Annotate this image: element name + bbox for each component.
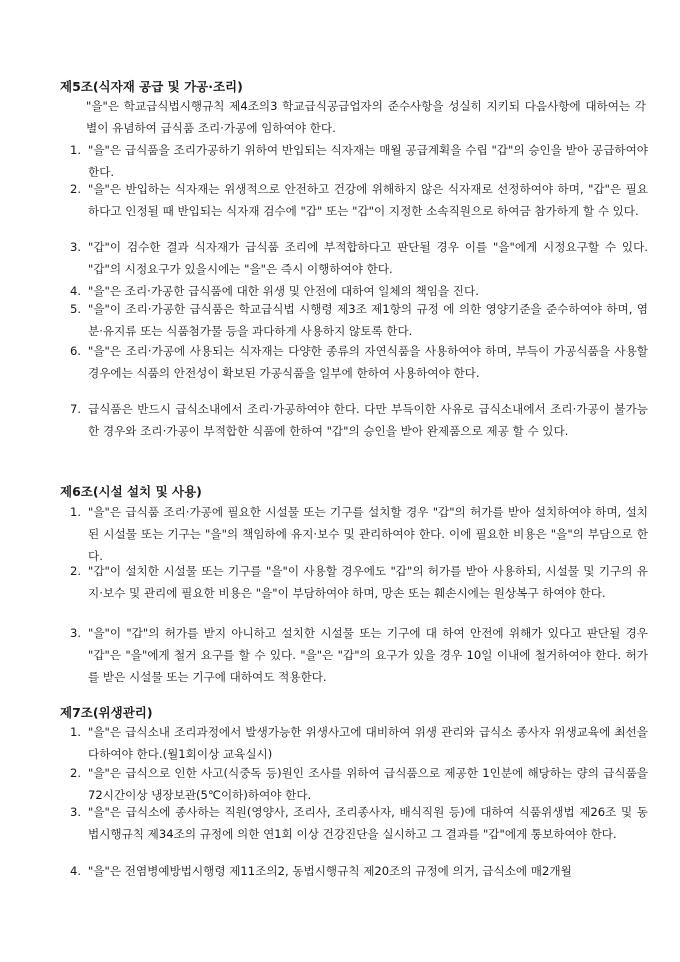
item-text: "을"은 급식으로 인한 사고(식중독 등)원인 조사를 위하여 급식품으로 제공한 1인분에 해당하는 량의 급식품을 72시간이상 냉장보관(5℃이하)하여야 한다. (88, 766, 648, 802)
item-number: 3. (70, 626, 82, 640)
item-text: "을"은 급식품을 조리가공하기 위하여 반입되는 식자재는 매월 공급계획을 수립 "갑"의 승인을 받아 공급하여야 한다. (88, 143, 648, 179)
item-text: "을"이 "갑"의 허가를 받지 아니하고 설치한 시설물 또는 기구에 대 하여 안전에 위해가 있다고 판단될 경우 "갑"은 "을"에게 철거 요구를 할 수 있다. "을"은 "갑"의 요구가 있을 경우 10일 이내에 철거하여야 한다. 허가를 받은 시설물 또는 기구에 대하여도 적용한다. (88, 626, 648, 684)
item-number: 2. (70, 564, 82, 578)
article-5-title: 제5조(식자재 공급 및 가공·조리) (60, 79, 243, 94)
article-7-title: 제7조(위생관리) (60, 705, 153, 720)
item-number: 1. (70, 143, 82, 157)
article-5-intro: "을"은 학교급식법시행규칙 제4조의3 학교급식공급업자의 준수사항을 성실히 지키되 다음사항에 대하여는 각별이 유념하여 급식품 조리·가공에 임하여야 한다. (86, 99, 646, 135)
item-text: "을"은 급식소내 조리과정에서 발생가능한 위생사고에 대비하여 위생 관리와 급식소 종사자 위생교육에 최선을 다하여야 한다.(월1회이상 교육실시) (88, 725, 648, 761)
item-number: 4. (70, 864, 82, 878)
item-number: 3. (70, 240, 82, 254)
item-text: "을"이 조리·가공한 급식품은 학교급식법 시행령 제3조 제1항의 규정 에 의한 영양기준을 준수하여야 하며, 염분·유지류 또는 식품첨가물 등을 과다하게 사용하지 않토록 한다. (88, 302, 648, 338)
article-6-title: 제6조(시설 설치 및 사용) (60, 484, 202, 499)
item-number: 2. (70, 182, 82, 196)
item-text: 급식품은 반드시 급식소내에서 조리·가공하여야 한다. 다만 부득이한 사유로 급식소내에서 조리·가공이 불가능한 경우와 조리·가공이 부적합한 식품에 한하여 "갑"의 승인을 받아 완제품으로 제공 할 수 있다. (88, 402, 648, 438)
item-text: "갑"이 설치한 시설물 또는 기구를 "을"이 사용할 경우에도 "갑"의 허가를 받아 사용하되, 시설물 및 기구의 유지·보수 및 관리에 필요한 비용은 "을"이 부담하여야 하며, 망손 또는 훼손시에는 원상복구 하여야 한다. (88, 564, 648, 600)
item-text: "을"은 급식품 조리·가공에 필요한 시설물 또는 기구를 설치할 경우 "갑"의 허가를 받아 설치하여야 하며, 설치된 시설물 또는 기구는 "을"의 책임하에 유지·보수 및 관리하여야 한다. 이에 필요한 비용은 "을"의 부담으로 한다. (88, 505, 648, 563)
item-number: 3. (70, 805, 82, 819)
item-text: "을"은 급식소에 종사하는 직원(영양사, 조리사, 조리종사자, 배식직원 등)에 대하여 식품위생법 제26조 및 동법시행규칙 제34조의 규정에 의한 연1회 이상 건강진단을 실시하고 그 결과를 "갑"에게 통보하여야 한다. (88, 805, 648, 841)
item-number: 4. (70, 284, 82, 298)
item-number: 2. (70, 766, 82, 780)
item-number: 7. (70, 402, 82, 416)
item-number: 6. (70, 344, 82, 358)
item-text: "을"은 조리·가공에 사용되는 식자재는 다양한 종류의 자연식품을 사용하여야 하며, 부득이 가공식품을 사용할 경우에는 식품의 안전성이 확보된 가공식품을 일부에 한하여 사용하여야 한다. (88, 344, 648, 380)
item-text: "갑"이 검수한 결과 식자재가 급식품 조리에 부적합하다고 판단될 경우 이를 "을"에게 시정요구할 수 있다. "갑"의 시정요구가 있을시에는 "을"은 즉시 이행하여야 한다. (88, 240, 648, 276)
item-text: "을"은 전염병예방법시행령 제11조의2, 동법시행규칙 제20조의 규정에 의거, 급식소에 매2개월 (88, 864, 572, 878)
item-number: 1. (70, 505, 82, 519)
item-number: 1. (70, 725, 82, 739)
item-text: "을"은 반입하는 식자재는 위생적으로 안전하고 건강에 위해하지 않은 식자재로 선정하여야 하며, "갑"은 필요하다고 인정될 때 반입되는 식자재 검수에 "갑" 또는 "갑"이 지정한 소속직원으로 하여금 참가하게 할 수 있다. (88, 182, 648, 218)
item-number: 5. (70, 302, 82, 316)
item-text: "을"은 조리·가공한 급식품에 대한 위생 및 안전에 대하여 일체의 책임을 진다. (88, 284, 479, 298)
